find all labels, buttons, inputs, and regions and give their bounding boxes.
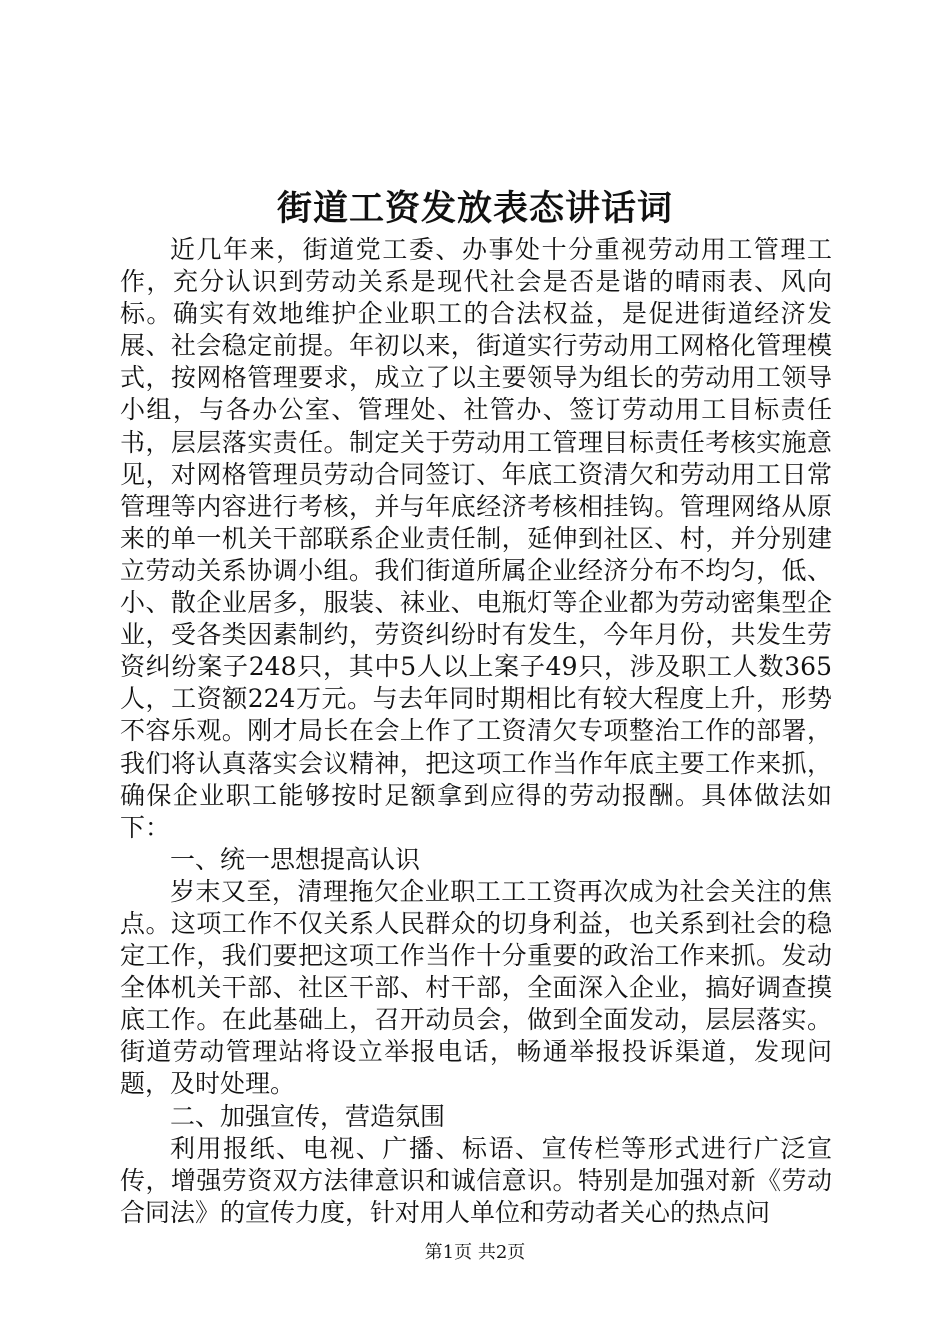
body-paragraph-intro: 近几年来，街道党工委、办事处十分重视劳动用工管理工作，充分认识到劳动关系是现代社会是否是谐的晴雨表、风向标。确实有效地维护企业职工的合法权益，是促进街道经济发展、社会稳定前提。年初以来，街道实行劳动用工网格化管理模式，按网格管理要求，成立了以主要领导为组长的劳动用工领导小组，与各办公室、管理处、社管办、签订劳动用工目标责任书，层层落实责任。制定关于劳动用工管理目标责任考核实施意见，对网格管理员劳动合同签订、年底工资清欠和劳动用工日常管理等内容进行考核，并与年底经济考核相挂钩。管理网络从原来的单一机关干部联系企业责任制，延伸到社区、村，并分别建立劳动关系协调小组。我们街道所属企业经济分布不均匀，低、小、散企业居多，服装、袜业、电瓶灯等企业都为劳动密集型企业，受各类因素制约，劳资纠纷时有发生，今年月份，共发生劳资纠纷案子248只，其中5人以上案子49只，涉及职工人数365人，工资额224万元。与去年同时期相比有较大程度上升，形势不容乐观。刚才局长在会上作了工资清欠专项整治工作的部署，我们将认真落实会议精神，把这项工作当作年底主要工作来抓，确保企业职工能够按时足额拿到应得的劳动报酬。具体做法如下： — [120, 235, 832, 842]
document-title: 街道工资发放表态讲话词 — [276, 188, 673, 229]
page-footer: 第1页 共2页 — [424, 1242, 526, 1263]
body-paragraph-section-2: 利用报纸、电视、广播、标语、宣传栏等形式进行广泛宣传，增强劳资双方法律意识和诚信意识。特别是加强对新《劳动合同法》的宣传力度，针对用人单位和劳动者关心的热点问 — [120, 1133, 832, 1227]
section-heading-2: 二、加强宣传，营造氛围 — [170, 1101, 446, 1131]
body-paragraph-section-1: 岁末又至，清理拖欠企业职工工工资再次成为社会关注的焦点。这项工作不仅关系人民群众的切身利益，也关系到社会的稳定工作，我们要把这项工作当作十分重要的政治工作来抓。发动全体机关干部、社区干部、村干部，全面深入企业，搞好调查摸底工作。在此基础上，召开动员会，做到全面发动，层层落实。街道劳动管理站将设立举报电话，畅通举报投诉渠道，发现问题，及时处理。 — [120, 876, 832, 1099]
document-body — [120, 234, 832, 1229]
section-heading-1: 一、统一思想提高认识 — [170, 844, 421, 874]
